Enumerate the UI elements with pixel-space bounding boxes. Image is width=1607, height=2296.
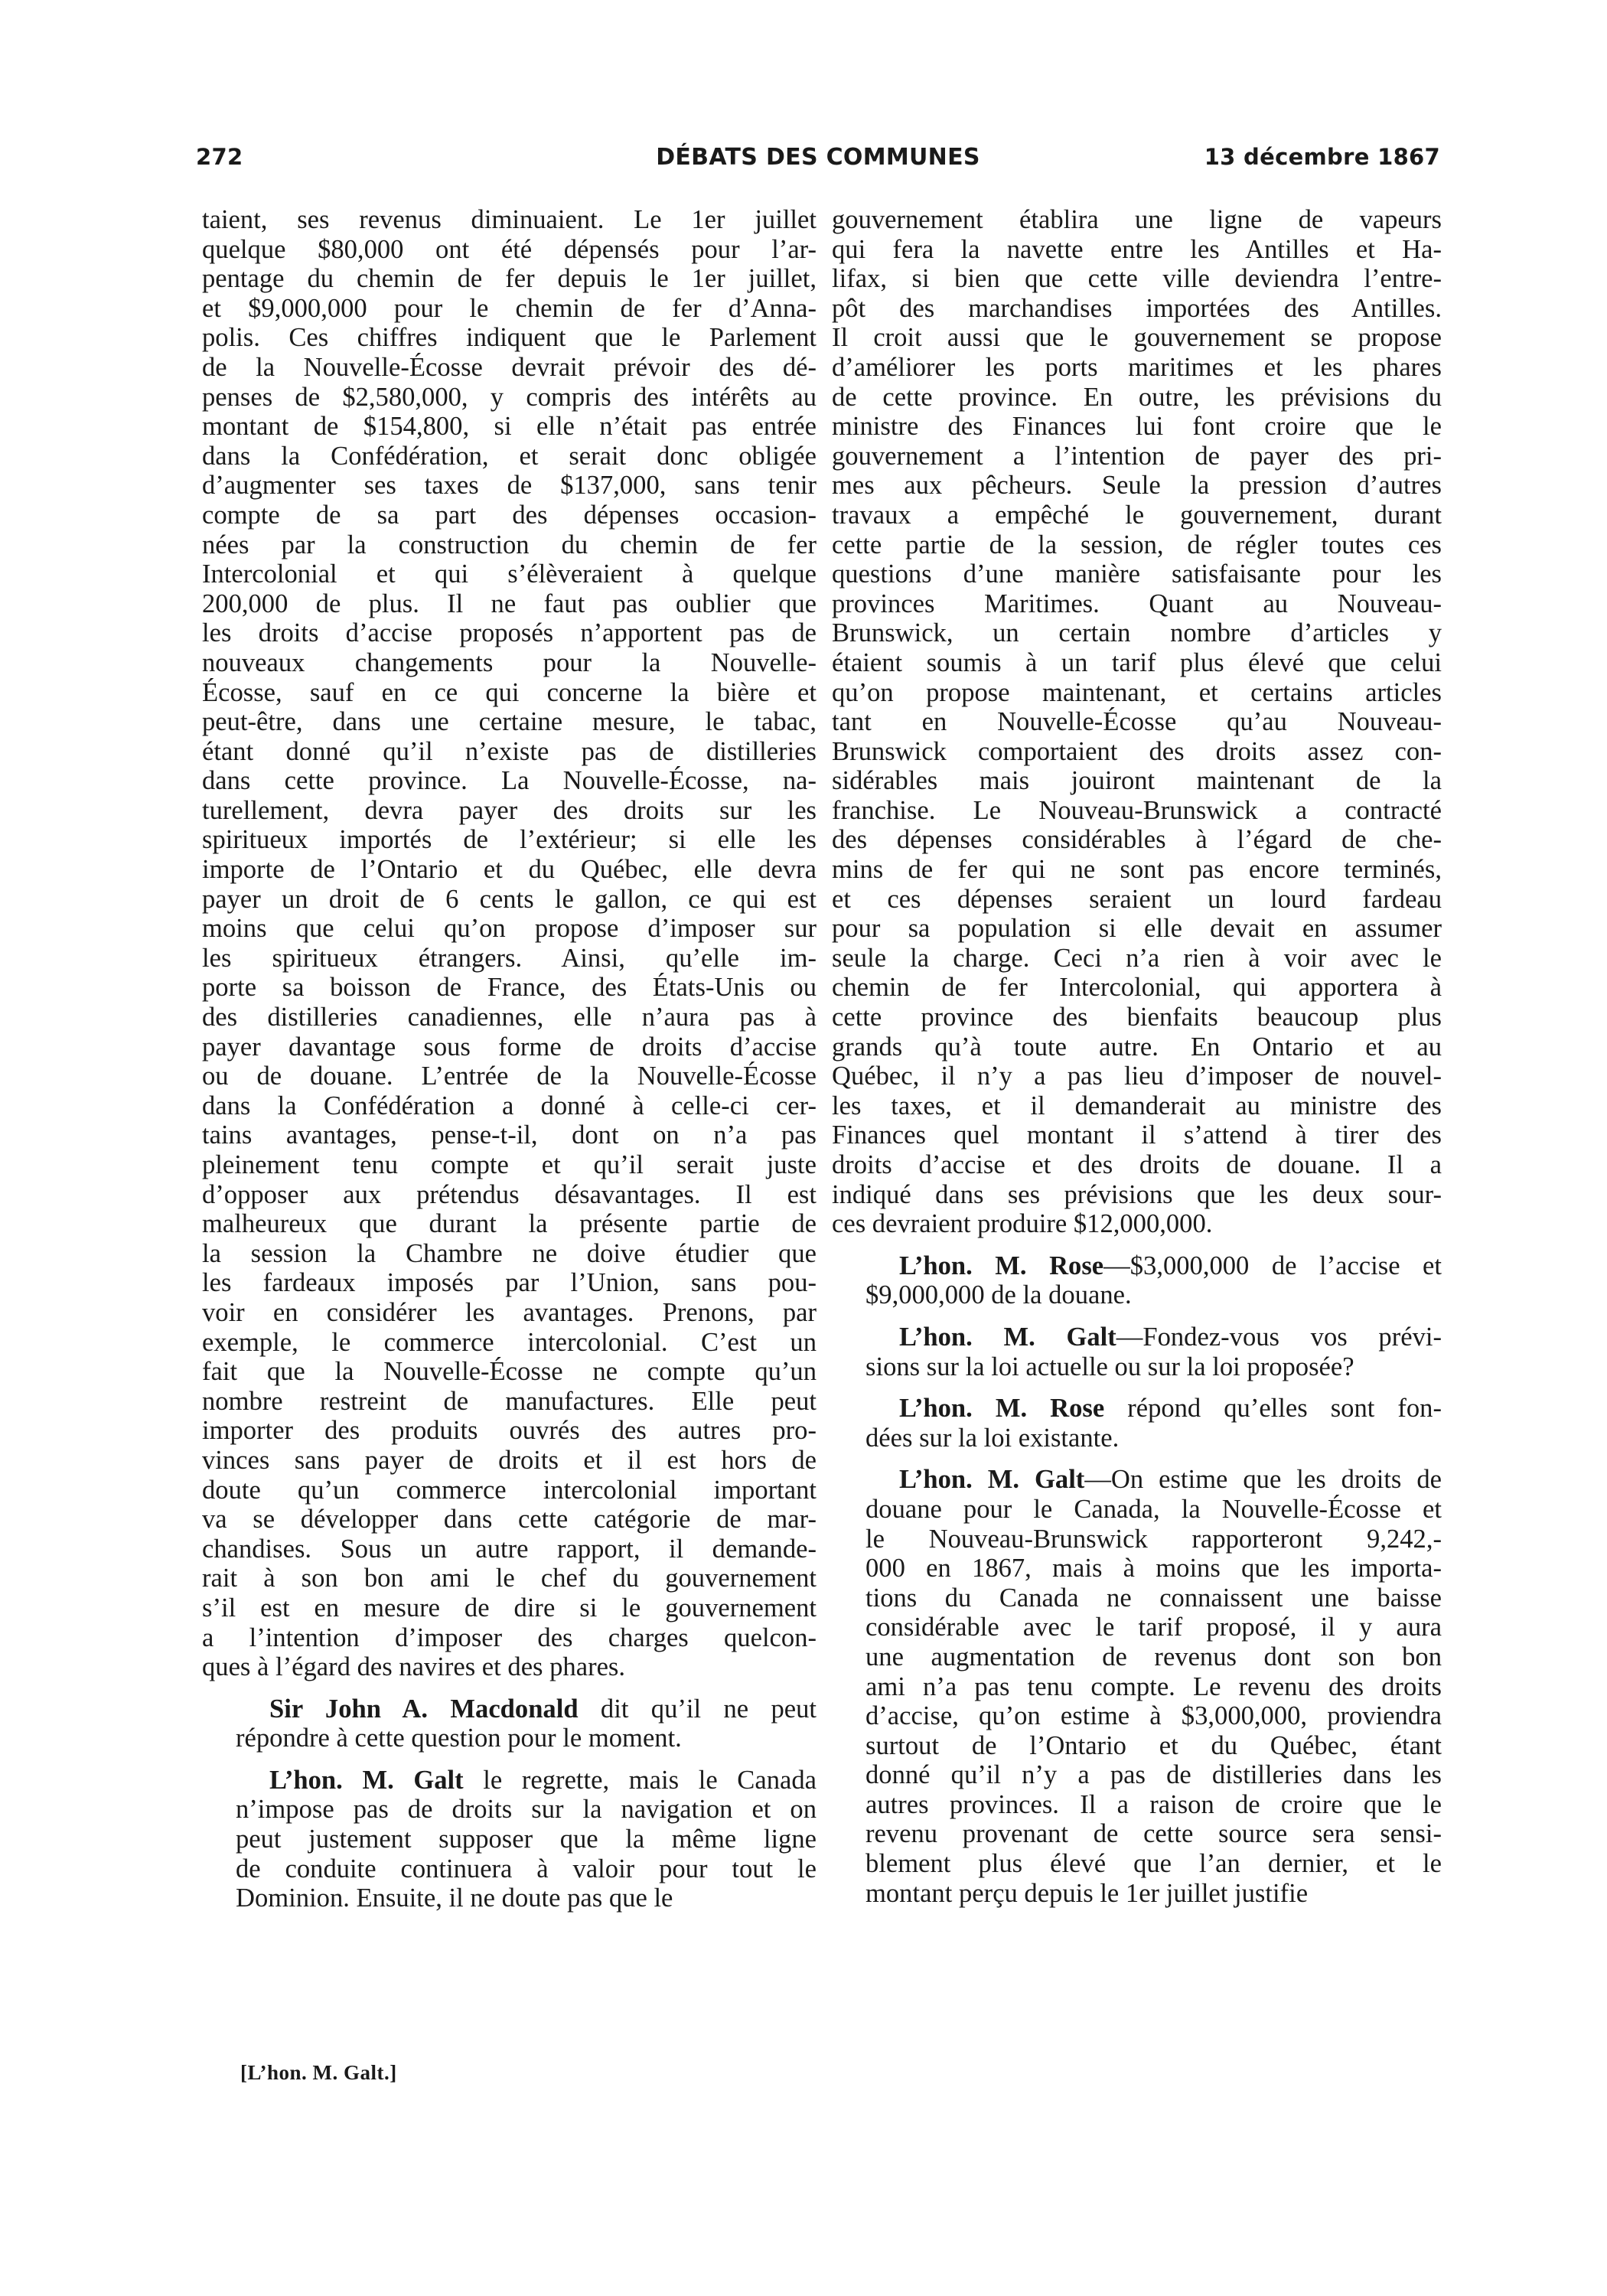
text-line: polis. Ces chiffres indiquent que le Parlement bbox=[202, 323, 817, 353]
text-line: de conduite continuera à valoir pour tout le bbox=[236, 1854, 817, 1883]
text-line: les taxes, et il demanderait au ministre des bbox=[832, 1091, 1442, 1120]
text-line: montant perçu depuis le 1er juillet justifie bbox=[865, 1878, 1309, 1908]
text-line: doute qu’un commerce intercolonial important bbox=[202, 1475, 817, 1505]
right-column bbox=[832, 205, 1442, 1908]
text-line: ami n’a pas tenu compte. Le revenu des droits bbox=[865, 1671, 1442, 1701]
text-line: vinces sans payer de droits et il est hors de bbox=[202, 1445, 817, 1475]
text-line: turellement, devra payer des droits sur les bbox=[202, 795, 817, 825]
text-line: dans cette province. La Nouvelle-Écosse, na- bbox=[202, 766, 817, 796]
text-line: questions d’une manière satisfaisante pour les bbox=[832, 559, 1442, 589]
text-line: payer davantage sous forme de droits d’accise bbox=[202, 1032, 817, 1062]
text-line: revenu provenant de cette source sera sensi- bbox=[865, 1819, 1442, 1849]
text-line: et ces dépenses seraient un lourd fardeau bbox=[832, 884, 1442, 914]
text-line: gouvernement a l’intention de payer des pri- bbox=[832, 441, 1442, 471]
text-line: ministre des Finances lui font croire que le bbox=[832, 412, 1442, 442]
speech-paragraph bbox=[202, 1766, 817, 1913]
speech-text: dit qu’il ne peut bbox=[578, 1694, 817, 1724]
text-line: autres provinces. Il a raison de croire que le bbox=[865, 1789, 1442, 1819]
text-line: importe de l’Ontario et du Québec, elle devra bbox=[202, 855, 817, 885]
text-line: ces devraient produire $12,000,000. bbox=[832, 1209, 1213, 1239]
speech-text: —Fondez-vous vos prévi- bbox=[1116, 1322, 1442, 1352]
text-line: Dominion. Ensuite, il ne doute pas que le bbox=[236, 1883, 673, 1913]
text-line: va se développer dans cette catégorie de mar- bbox=[202, 1505, 817, 1534]
speaker-name: L’hon. M. Galt bbox=[899, 1322, 1116, 1352]
speech-text: —$3,000,000 de l’accise et bbox=[1103, 1251, 1442, 1280]
text-line: d’accise, qu’on estime à $3,000,000, proviendra bbox=[865, 1701, 1442, 1731]
text-line: rait à son bon ami le chef du gouvernement bbox=[202, 1564, 817, 1593]
text-line: cette province des bienfaits beaucoup plus bbox=[832, 1003, 1442, 1032]
speech-paragraph bbox=[202, 1694, 817, 1753]
text-line: franchise. Le Nouveau-Brunswick a contracté bbox=[832, 795, 1442, 825]
speech-paragraph bbox=[832, 1394, 1442, 1453]
text-line: étant donné qu’il n’existe pas de distilleries bbox=[202, 736, 817, 766]
speaker-name: L’hon. M. Rose bbox=[899, 1394, 1105, 1424]
text-line: $9,000,000 de la douane. bbox=[865, 1280, 1132, 1310]
text-line: droits d’accise et des droits de douane. Il a bbox=[832, 1150, 1442, 1179]
text-line: Brunswick, un certain nombre d’articles y bbox=[832, 618, 1442, 648]
text-line: a l’intention d’imposer des charges quelcon- bbox=[202, 1623, 817, 1652]
text-line bbox=[832, 1394, 1442, 1424]
text-line: dans la Confédération a donné à celle-ci cer- bbox=[202, 1091, 817, 1120]
text-line: une augmentation de revenus dont son bon bbox=[865, 1642, 1442, 1671]
text-line: payer un droit de 6 cents le gallon, ce qui est bbox=[202, 884, 817, 914]
text-line: pleinement tenu compte et qu’il serait juste bbox=[202, 1150, 817, 1179]
text-line: pôt des marchandises importées des Antilles. bbox=[832, 293, 1442, 323]
text-line: n’impose pas de droits sur la navigation et on bbox=[236, 1795, 817, 1825]
text-line: penses de $2,580,000, y compris des intérêts au bbox=[202, 382, 817, 412]
page-number: 272 bbox=[196, 144, 243, 170]
text-line: dans la Confédération, et serait donc obligée bbox=[202, 441, 817, 471]
text-line: nouveaux changements pour la Nouvelle- bbox=[202, 647, 817, 677]
text-line: chemin de fer Intercolonial, qui apportera à bbox=[832, 973, 1442, 1003]
text-line: douane pour le Canada, la Nouvelle-Écosse et bbox=[865, 1494, 1442, 1524]
speaker-name: L’hon. M. Rose bbox=[899, 1251, 1104, 1280]
text-line bbox=[832, 1465, 1442, 1495]
text-line: nées par la construction du chemin de fer bbox=[202, 530, 817, 559]
text-line: tions du Canada ne connaissent une baisse bbox=[865, 1583, 1442, 1613]
text-line: s’il est en mesure de dire si le gouvernement bbox=[202, 1593, 817, 1623]
body-paragraph bbox=[832, 205, 1442, 1239]
text-line: exemple, le commerce intercolonial. C’est un bbox=[202, 1327, 817, 1357]
text-line: de la Nouvelle-Écosse devrait prévoir des dé- bbox=[202, 352, 817, 382]
text-line: la session la Chambre ne doive étudier que bbox=[202, 1238, 817, 1268]
text-line: tains avantages, pense-t-il, dont on n’a pas bbox=[202, 1120, 817, 1150]
text-line: seule la charge. Ceci n’a rien à voir avec le bbox=[832, 943, 1442, 973]
text-line: pentage du chemin de fer depuis le 1er juillet, bbox=[202, 264, 817, 294]
text-line: blement plus élevé que l’an dernier, et le bbox=[865, 1849, 1442, 1879]
text-line: travaux a empêché le gouvernement, durant bbox=[832, 500, 1442, 530]
text-line: donné qu’il n’y a pas de distilleries dans les bbox=[865, 1760, 1442, 1790]
text-line bbox=[202, 1694, 817, 1724]
text-line: considérable avec le tarif proposé, il y aura bbox=[865, 1613, 1442, 1642]
text-line: sidérables mais jouiront maintenant de la bbox=[832, 766, 1442, 796]
text-line bbox=[202, 1766, 817, 1795]
text-line: qui fera la navette entre les Antilles et Ha- bbox=[832, 234, 1442, 264]
text-line: Écosse, sauf en ce qui concerne la bière et bbox=[202, 677, 817, 707]
text-line: surtout de l’Ontario et du Québec, étant bbox=[865, 1730, 1442, 1760]
text-line: grands qu’à toute autre. En Ontario et au bbox=[832, 1032, 1442, 1062]
text-line: ou de douane. L’entrée de la Nouvelle-Écosse bbox=[202, 1062, 817, 1091]
text-line: mins de fer qui ne sont pas encore terminés, bbox=[832, 855, 1442, 885]
text-line: indiqué dans ses prévisions que les deux sour- bbox=[832, 1179, 1442, 1209]
text-line: gouvernement établira une ligne de vapeurs bbox=[832, 205, 1442, 234]
text-line: compte de sa part des dépenses occasion- bbox=[202, 500, 817, 530]
text-line: les droits d’accise proposés n’apportent pas de bbox=[202, 618, 817, 648]
text-line: le Nouveau-Brunswick rapporteront 9,242,- bbox=[865, 1524, 1442, 1554]
speech-paragraph bbox=[832, 1465, 1442, 1908]
text-line: les fardeaux imposés par l’Union, sans pou- bbox=[202, 1268, 817, 1298]
text-line: de cette province. En outre, les prévisions du bbox=[832, 382, 1442, 412]
text-line: pour sa population si elle devait en assumer bbox=[832, 914, 1442, 944]
text-line: Intercolonial et qui s’élèveraient à quelque bbox=[202, 559, 817, 589]
text-line: des distilleries canadiennes, elle n’aura pas à bbox=[202, 1003, 817, 1032]
text-line: quelque $80,000 ont été dépensés pour l’ar- bbox=[202, 234, 817, 264]
text-line: qu’on propose maintenant, et certains articles bbox=[832, 677, 1442, 707]
text-line: montant de $154,800, si elle n’était pas entrée bbox=[202, 412, 817, 442]
text-line: d’augmenter ses taxes de $137,000, sans tenir bbox=[202, 471, 817, 501]
text-line: d’opposer aux prétendus désavantages. Il est bbox=[202, 1179, 817, 1209]
text-line: cette partie de la session, de régler toutes ces bbox=[832, 530, 1442, 559]
page-header bbox=[196, 144, 1440, 182]
text-line: fait que la Nouvelle-Écosse ne compte qu’un bbox=[202, 1357, 817, 1387]
text-line: Québec, il n’y a pas lieu d’imposer de nouvel- bbox=[832, 1062, 1442, 1091]
text-line: porte sa boisson de France, des États-Unis ou bbox=[202, 973, 817, 1003]
speech-paragraph bbox=[832, 1322, 1442, 1381]
text-line: lifax, si bien que cette ville deviendra l’entre- bbox=[832, 264, 1442, 294]
text-line: dées sur la loi existante. bbox=[865, 1423, 1120, 1453]
speaker-name: L’hon. M. Galt bbox=[899, 1465, 1085, 1495]
body-paragraph bbox=[202, 205, 817, 1682]
text-line: nombre restreint de manufactures. Elle peut bbox=[202, 1386, 817, 1416]
text-line: malheureux que durant la présente partie de bbox=[202, 1209, 817, 1239]
text-line: voir en considérer les avantages. Prenons, par bbox=[202, 1297, 817, 1327]
text-line: Il croit aussi que le gouvernement se propose bbox=[832, 323, 1442, 353]
text-line: provinces Maritimes. Quant au Nouveau- bbox=[832, 589, 1442, 618]
text-line: Brunswick comportaient des droits assez con- bbox=[832, 736, 1442, 766]
text-line: tant en Nouvelle-Écosse qu’au Nouveau- bbox=[832, 707, 1442, 737]
text-line: sions sur la loi actuelle ou sur la loi proposée? bbox=[865, 1352, 1354, 1381]
text-line: et $9,000,000 pour le chemin de fer d’Anna- bbox=[202, 293, 817, 323]
text-line: spiritueux importés de l’extérieur; si elle les bbox=[202, 825, 817, 855]
text-line: répondre à cette question pour le moment. bbox=[236, 1724, 682, 1753]
text-line: importer des produits ouvrés des autres pro- bbox=[202, 1416, 817, 1446]
page-date: 13 décembre 1867 bbox=[1204, 144, 1440, 170]
text-line bbox=[832, 1251, 1442, 1281]
text-line: des dépenses considérables à l’égard de che- bbox=[832, 825, 1442, 855]
running-title: DÉBATS DES COMMUNES bbox=[656, 144, 980, 171]
text-line: les spiritueux étrangers. Ainsi, qu’elle im- bbox=[202, 943, 817, 973]
text-line: peut justement supposer que la même ligne bbox=[236, 1825, 817, 1854]
left-column bbox=[202, 205, 817, 1913]
speaker-name: Sir John A. Macdonald bbox=[269, 1694, 579, 1724]
speech-text: le regrette, mais le Canada bbox=[463, 1765, 817, 1795]
speech-text: répond qu’elles sont fon- bbox=[1104, 1394, 1442, 1424]
text-line: étaient soumis à un tarif plus élevé que celui bbox=[832, 647, 1442, 677]
text-line: mes aux pêcheurs. Seule la pression d’autres bbox=[832, 471, 1442, 501]
text-line: peut-être, dans une certaine mesure, le tabac, bbox=[202, 707, 817, 737]
speaker-name: L’hon. M. Galt bbox=[269, 1765, 464, 1795]
text-line: moins que celui qu’on propose d’imposer sur bbox=[202, 914, 817, 944]
text-line: 200,000 de plus. Il ne faut pas oublier que bbox=[202, 589, 817, 618]
text-line: d’améliorer les ports maritimes et les phares bbox=[832, 352, 1442, 382]
text-line: Finances quel montant il s’attend à tirer des bbox=[832, 1120, 1442, 1150]
text-line: 000 en 1867, mais à moins que les importa- bbox=[865, 1554, 1442, 1583]
speech-paragraph bbox=[832, 1251, 1442, 1310]
speech-text: —On estime que les droits de bbox=[1084, 1465, 1442, 1495]
text-line: taient, ses revenus diminuaient. Le 1er juillet bbox=[202, 205, 817, 234]
text-line: ques à l’égard des navires et des phares. bbox=[202, 1652, 626, 1682]
text-line bbox=[832, 1322, 1442, 1352]
text-line: chandises. Sous un autre rapport, il demande- bbox=[202, 1534, 817, 1564]
footer-speaker-note: [L’hon. M. Galt.] bbox=[240, 2061, 397, 2084]
